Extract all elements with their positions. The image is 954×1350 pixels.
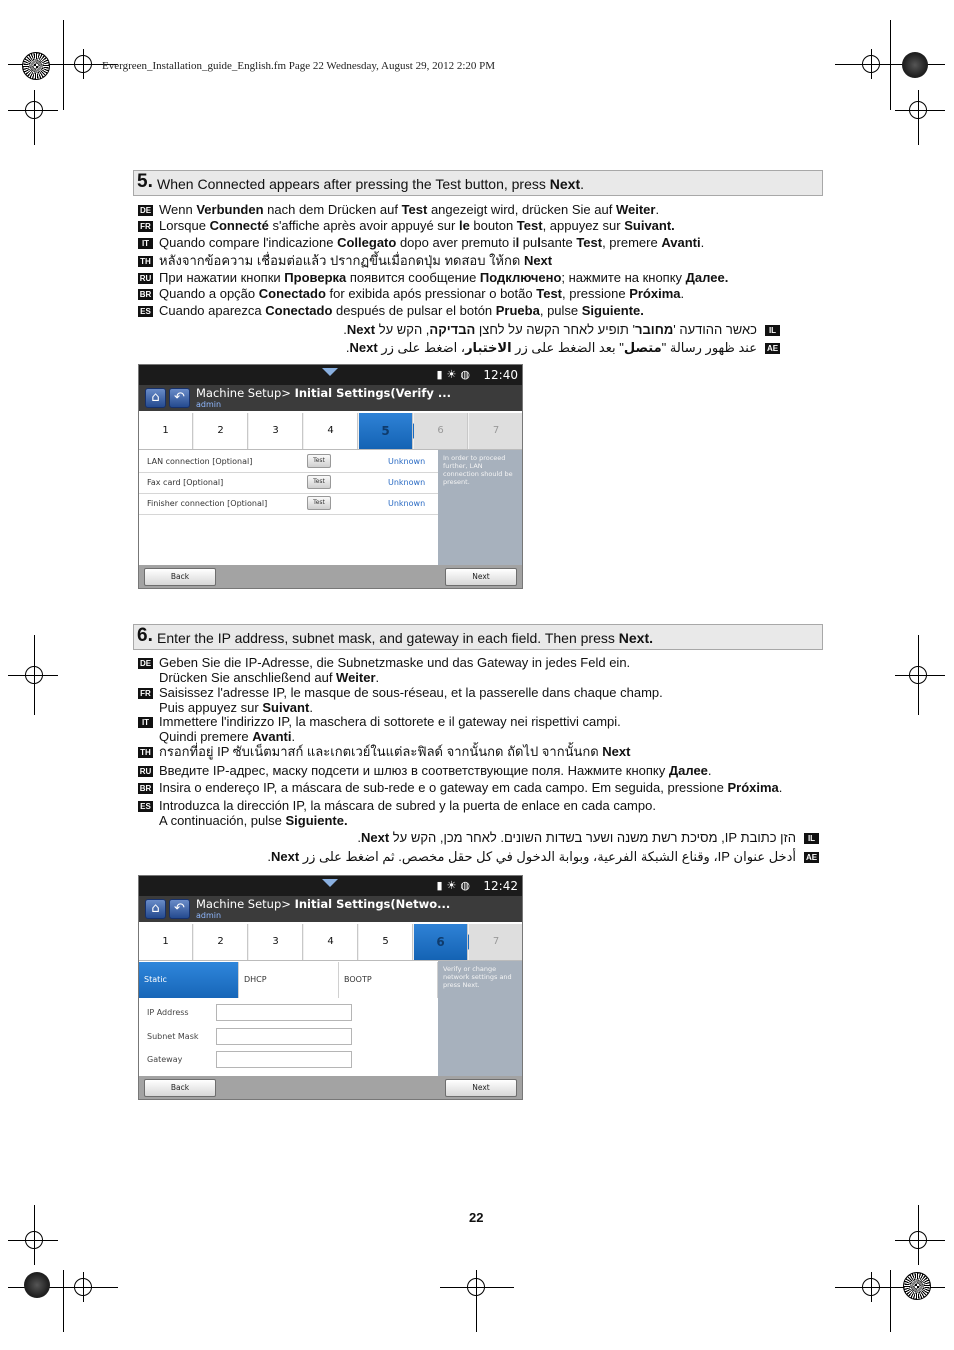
- translation-it: [138, 714, 621, 744]
- screen-title: Machine Setup> Initial Settings(Verify ...: [196, 386, 451, 400]
- title-bar: [139, 896, 522, 922]
- user-name: admin: [196, 911, 222, 920]
- next-button[interactable]: Next: [445, 1079, 517, 1097]
- registration-mark-icon: [909, 1231, 927, 1249]
- translation-text-continued: Puis appuyez sur Suivant.: [159, 700, 313, 715]
- back-nav-button[interactable]: [169, 388, 190, 408]
- language-flag-icon: FR: [138, 221, 153, 232]
- row-label: LAN connection [Optional]: [147, 457, 253, 466]
- translation-il: [343, 322, 780, 337]
- language-flag-icon: IL: [804, 833, 819, 844]
- wizard-step-6: 6: [414, 413, 468, 449]
- language-flag-icon: FR: [138, 688, 153, 699]
- translation-th: [138, 744, 630, 759]
- color-bar-icon: [22, 52, 50, 80]
- translation-text: הזן כתובת IP, מסיכת רשת משנה ושער בשדות השונים. לאחר מכן, הקש על Next.: [357, 830, 796, 845]
- wizard-step-4[interactable]: 4: [304, 413, 358, 449]
- translation-de: [138, 655, 631, 685]
- back-nav-button[interactable]: [169, 899, 190, 919]
- wizard-step-7: 7: [469, 413, 523, 449]
- test-button[interactable]: Test: [307, 454, 331, 468]
- wizard-step-7: 7: [469, 924, 523, 960]
- help-text: Verify or change network settings and press Next.: [443, 965, 512, 989]
- globe-icon: ◍: [460, 368, 474, 381]
- translation-es: [138, 798, 656, 828]
- crop-mark: [63, 20, 64, 110]
- table-row: [139, 472, 438, 494]
- translation-text: Cuando aparezca Conectado después de pulsar el botón Prueba, pulse Siguiente.: [159, 303, 644, 318]
- translation-fr: [138, 218, 675, 233]
- test-button[interactable]: Test: [307, 496, 331, 510]
- ip-address-label: IP Address: [147, 1008, 189, 1017]
- ip-address-input[interactable]: [216, 1004, 352, 1021]
- translation-ae: [267, 849, 819, 865]
- home-button[interactable]: [145, 899, 166, 919]
- translation-text: عند ظهور رسالة "متصل" بعد الضغط على زر الاختبار، اضغط على زر Next.: [345, 340, 757, 355]
- tab-static[interactable]: [139, 962, 239, 998]
- pull-down-icon[interactable]: [322, 879, 338, 887]
- translation-text: Geben Sie die IP-Adresse, die Subnetzmaske und das Gateway in jedes Feld ein.: [159, 655, 631, 670]
- translation-il: [357, 830, 819, 845]
- help-text: In order to proceed further, LAN connection should be present.: [443, 454, 513, 486]
- language-flag-icon: TH: [138, 747, 153, 758]
- row-label: Finisher connection [Optional]: [147, 499, 268, 508]
- wizard-step-2[interactable]: 2: [194, 924, 248, 960]
- translation-text: กรอกที่อยู่ IP ซับเน็ตมาสก์ และเกตเวย์ในแต่ละฟิลด์ จากนั้นกด ถัดไป จากนั้นกด Next: [159, 744, 631, 759]
- table-row: [139, 451, 438, 473]
- tab-label: Static: [144, 975, 167, 984]
- color-bar-icon: [903, 1272, 931, 1300]
- tab-dhcp[interactable]: [239, 962, 339, 998]
- clock: 12:42: [483, 879, 518, 893]
- device-screen-network: [138, 875, 523, 1100]
- wizard-steps: [139, 413, 522, 450]
- registration-mark-icon: [25, 1231, 43, 1249]
- status-text: Unknown: [388, 499, 426, 508]
- step-number: 6.: [137, 625, 153, 646]
- color-bar-icon: [24, 1272, 50, 1298]
- subnet-mask-input[interactable]: [216, 1028, 352, 1045]
- language-flag-icon: BR: [139, 290, 152, 300]
- translation-text-continued: Quindi premere Avanti.: [159, 729, 296, 744]
- translation-text: כאשר ההודעה 'מחובר' תופיע לאחר הקשה על לחצן הבדיקה, הקש על Next.: [343, 322, 757, 337]
- language-flag-icon: DE: [139, 206, 152, 216]
- pull-down-icon[interactable]: [322, 368, 338, 376]
- translation-it: [138, 235, 704, 250]
- registration-mark-icon: [862, 1278, 880, 1296]
- undo-arrow-icon: ↶: [174, 390, 185, 405]
- row-label: Fax card [Optional]: [147, 478, 224, 487]
- registration-mark-icon: [74, 55, 92, 73]
- home-icon: ⌂: [151, 901, 160, 916]
- table-row: [139, 493, 438, 515]
- bottom-bar: [139, 1076, 522, 1099]
- language-flag-icon: IT: [138, 717, 153, 728]
- translation-text: Wenn Verbunden nach dem Drücken auf Test angezeigt wird, drücken Sie auf Weiter.: [159, 202, 660, 217]
- status-text: Unknown: [388, 478, 426, 487]
- registration-mark-icon: [467, 1278, 485, 1296]
- step-instruction: When Connected appears after pressing the Test button, press Next.: [157, 176, 585, 192]
- wizard-step-3[interactable]: 3: [249, 924, 303, 960]
- translation-text-continued: Drücken Sie anschließend auf Weiter.: [159, 670, 380, 685]
- registration-mark-icon: [74, 1278, 92, 1296]
- status-text: Unknown: [388, 457, 426, 466]
- registration-mark-icon: [909, 666, 927, 684]
- translation-es: [138, 303, 644, 318]
- language-flag-icon: DE: [139, 659, 152, 669]
- wizard-step-2[interactable]: 2: [194, 413, 248, 449]
- device-screen-verify: [138, 364, 523, 589]
- translation-fr: [138, 685, 663, 715]
- registration-mark-icon: [25, 666, 43, 684]
- language-flag-icon: ES: [138, 801, 153, 812]
- status-bar: [139, 876, 522, 896]
- translation-de: [138, 202, 659, 217]
- step-6-header: [133, 624, 823, 650]
- test-button[interactable]: Test: [307, 475, 331, 489]
- translation-text-continued: A continuación, pulse Siguiente.: [159, 813, 348, 828]
- wizard-step-1[interactable]: 1: [139, 413, 193, 449]
- page-number: 22: [469, 1210, 484, 1225]
- step-5-header: [133, 170, 823, 196]
- gateway-input[interactable]: [216, 1051, 352, 1068]
- language-flag-icon: AE: [766, 344, 779, 354]
- toner-icon: ▮: [436, 368, 447, 381]
- registration-mark-icon: [25, 101, 43, 119]
- status-bar: [139, 365, 522, 385]
- wizard-step-5[interactable]: 5: [359, 924, 413, 960]
- translation-text: Lorsque Connecté s'affiche après avoir appuyé sur le bouton Test, appuyez sur Suivant.: [159, 218, 675, 233]
- registration-mark-icon: [862, 55, 880, 73]
- language-flag-icon: RU: [139, 767, 152, 777]
- translation-text: Quando compare l'indicazione Collegato dopo aver premuto il pulsante Test, premere Avanti.: [159, 235, 705, 250]
- crop-mark: [890, 1270, 891, 1332]
- globe-icon: ◍: [460, 879, 474, 892]
- translation-ru: [138, 270, 728, 285]
- translation-text: Saisissez l'adresse IP, le masque de sous-réseau, et la passerelle dans chaque champ.: [159, 685, 663, 700]
- help-panel: [438, 450, 522, 567]
- tab-bootp[interactable]: [339, 962, 438, 998]
- title-bar: [139, 385, 522, 411]
- crop-mark: [890, 20, 891, 110]
- translation-text: Quando a opção Conectado for exibida após pressionar o botão Test, pressione Próxima.: [159, 286, 685, 301]
- bottom-bar: [139, 565, 522, 588]
- translation-text: При нажатии кнопки Проверка появится сообщение Подключено; нажмите на кнопку Далее.: [159, 270, 729, 285]
- gateway-label: Gateway: [147, 1055, 183, 1064]
- translation-text: Введите IP-адрес, маску подсети и шлюз в соответствующие поля. Нажмите кнопку Далее.: [159, 763, 712, 778]
- translation-text: หลังจากข้อความ เชื่อมต่อแล้ว ปรากฏขึ้นเมื่อกดปุ่ม ทดสอบ ให้กด Next: [159, 253, 553, 268]
- home-icon: ⌂: [151, 390, 160, 405]
- translation-text: Introduzca la dirección IP, la máscara de subred y la puerta de enlace en cada campo.: [159, 798, 656, 813]
- translation-br: [138, 780, 782, 795]
- translation-ru: [138, 763, 712, 778]
- language-flag-icon: IL: [765, 325, 780, 336]
- translation-text: Insira o endereço IP, a máscara de sub-rede e o gateway em cada campo. Em seguida, pressione Próxima.: [159, 780, 783, 795]
- registration-mark-icon: [909, 101, 927, 119]
- step-instruction: Enter the IP address, subnet mask, and gateway in each field. Then press Next.: [157, 630, 653, 646]
- screen-title: Machine Setup> Initial Settings(Netwo...: [196, 897, 451, 911]
- tab-label: DHCP: [244, 975, 267, 984]
- translation-text: أدخل عنوان IP، وقناع الشبكة الفرعية، وبوابة الدخول في كل حقل مخصص. ثم اضغط على زر Next.: [267, 849, 796, 864]
- home-button[interactable]: [145, 388, 166, 408]
- brightness-icon: ☀: [446, 368, 461, 381]
- language-flag-icon: ES: [138, 306, 153, 317]
- language-flag-icon: RU: [139, 274, 152, 284]
- wizard-step-6[interactable]: 6: [414, 924, 468, 960]
- wizard-step-3[interactable]: 3: [249, 413, 303, 449]
- status-icons: [436, 879, 474, 892]
- language-flag-icon: TH: [138, 256, 153, 267]
- subnet-mask-label: Subnet Mask: [147, 1032, 199, 1041]
- translation-ae: [346, 340, 780, 356]
- translation-br: [138, 286, 684, 301]
- wizard-step-5[interactable]: 5: [359, 413, 413, 449]
- language-flag-icon: IT: [138, 238, 153, 249]
- toner-icon: ▮: [436, 879, 447, 892]
- step-number: 5.: [137, 171, 153, 192]
- clock: 12:40: [483, 368, 518, 382]
- wizard-step-4[interactable]: 4: [304, 924, 358, 960]
- next-button[interactable]: Next: [445, 568, 517, 586]
- crop-mark: [835, 64, 945, 65]
- wizard-steps: [139, 924, 522, 961]
- tab-label: BOOTP: [344, 975, 372, 984]
- undo-arrow-icon: ↶: [174, 901, 185, 916]
- translation-text: Immettere l'indirizzo IP, la maschera di sottorete e il gateway nei rispettivi campi.: [159, 714, 621, 729]
- color-bar-icon: [902, 52, 928, 78]
- language-flag-icon: AE: [805, 853, 818, 863]
- crop-mark: [63, 1270, 64, 1332]
- back-button[interactable]: Back: [144, 568, 216, 586]
- language-flag-icon: BR: [139, 784, 152, 794]
- file-header: Evergreen_Installation_guide_English.fm Page 22 Wednesday, August 29, 2012 2:20 PM: [102, 60, 496, 72]
- wizard-step-1[interactable]: 1: [139, 924, 193, 960]
- help-panel: [438, 961, 522, 1078]
- translation-th: [138, 253, 552, 268]
- user-name: admin: [196, 400, 222, 409]
- back-button[interactable]: Back: [144, 1079, 216, 1097]
- status-icons: [436, 368, 474, 381]
- brightness-icon: ☀: [446, 879, 461, 892]
